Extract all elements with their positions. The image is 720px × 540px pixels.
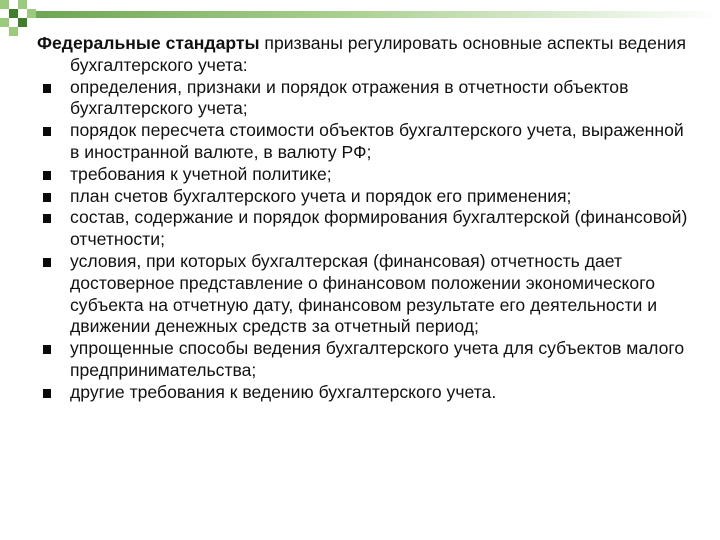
intro-rest-text: призваны регулировать основные аспекты ведения бухгалтерского учета: xyxy=(70,33,687,75)
list-item xyxy=(37,251,697,338)
list-item-text: требования к учетной политике; xyxy=(70,163,332,184)
square-bullet-icon xyxy=(43,193,51,202)
intro-bold-text: Федеральные стандарты xyxy=(37,33,260,53)
header-gradient-bar xyxy=(36,11,720,18)
corner-square xyxy=(0,0,9,9)
list-item-text: упрощенные способы ведения бухгалтерского учета для субъектов малого предпринимательства; xyxy=(70,338,685,380)
list-item xyxy=(37,207,697,251)
square-bullet-icon xyxy=(43,171,51,180)
corner-square xyxy=(18,18,27,27)
list-item-text: состав, содержание и порядок формирования бухгалтерской (финансовой) отчетности; xyxy=(70,207,688,250)
square-bullet-icon xyxy=(43,345,51,354)
list-item-text: план счетов бухгалтерского учета и порядок его применения; xyxy=(70,185,572,206)
corner-square xyxy=(18,0,27,9)
square-bullet-icon xyxy=(43,127,51,136)
list-item xyxy=(37,164,697,186)
square-bullet-icon xyxy=(43,214,51,223)
slide-body xyxy=(37,33,697,404)
intro-paragraph xyxy=(37,33,697,77)
list-item-text: порядок пересчета стоимости объектов бухгалтерского учета, выраженной в иностранной валюте, в валюту РФ; xyxy=(70,120,684,162)
corner-square xyxy=(27,9,36,18)
list-item xyxy=(37,186,697,208)
list-item xyxy=(37,77,697,121)
list-item-text: условия, при которых бухгалтерская (финансовая) отчетность дает достоверное представление о финансовом положении экономического субъекта на отчетную дату, финансовом результате его деятельности и движении денежных средств за отчетный период; xyxy=(70,250,658,337)
list-item xyxy=(37,120,697,164)
requirements-list xyxy=(37,77,697,404)
corner-square xyxy=(9,9,18,18)
square-bullet-icon xyxy=(43,258,51,267)
list-item xyxy=(37,382,697,404)
square-bullet-icon xyxy=(43,389,51,398)
list-item xyxy=(37,338,697,382)
list-item-text: определения, признаки и порядок отражения в отчетности объектов бухгалтерского учета; xyxy=(70,76,629,119)
square-bullet-icon xyxy=(43,84,51,93)
corner-square xyxy=(9,27,18,36)
list-item-text: другие требования к ведению бухгалтерского учета. xyxy=(70,381,497,402)
corner-square xyxy=(0,18,9,27)
